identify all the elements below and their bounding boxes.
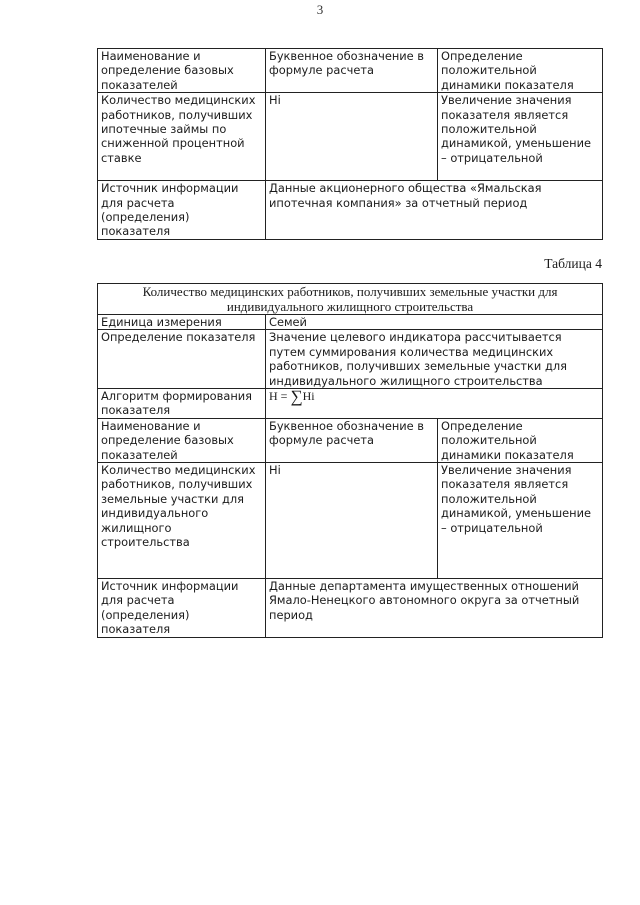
- formula-lhs: Н: [269, 389, 278, 404]
- source-label: Источник информации для расчета (определения) показателя: [98, 579, 266, 638]
- source-value: Данные акционерного общества «Ямальская ипотечная компания» за отчетный период: [266, 181, 603, 240]
- positive-dynamics: Увеличение значения показателя является положительной динамикой, уменьшение – отрицательной: [438, 463, 603, 579]
- table-row: [98, 579, 603, 638]
- header-base-indicators: Наименование и определение базовых показателей: [98, 418, 266, 462]
- base-indicator-name: Количество медицинских работников, получивших ипотечные займы по сниженной процентной ставке: [98, 93, 266, 181]
- algorithm-formula: [266, 389, 603, 419]
- letter-designation: Hi: [266, 93, 438, 181]
- table-row: [98, 389, 603, 419]
- indicator-table-4: [97, 283, 603, 638]
- table-row: [98, 463, 603, 579]
- base-indicator-name: Количество медицинских работников, получивших земельные участки для индивидуального жилищного строительства: [98, 463, 266, 579]
- sum-symbol: ∑: [290, 388, 303, 407]
- table-row: [98, 330, 603, 389]
- source-label: Источник информации для расчета (определения) показателя: [98, 181, 266, 240]
- header-positive-dynamics: Определение положительной динамики показателя: [438, 49, 603, 93]
- table-header-row: [98, 49, 603, 93]
- unit-label: Единица измерения: [98, 315, 266, 330]
- definition-label: Определение показателя: [98, 330, 266, 389]
- header-positive-dynamics: Определение положительной динамики показателя: [438, 418, 603, 462]
- table-4-caption: Таблица 4: [544, 256, 602, 271]
- definition-value: Значение целевого индикатора рассчитывается путем суммирования количества медицинских работников, получивших земельные участки для индивидуального жилищного строительства: [266, 330, 603, 389]
- header-base-indicators: Наименование и определение базовых показателей: [98, 49, 266, 93]
- formula: [269, 388, 315, 407]
- header-letter-designation: Буквенное обозначение в формуле расчета: [266, 49, 438, 93]
- table-title: Количество медицинских работников, получивших земельные участки для индивидуального жилищного строительства: [98, 284, 603, 315]
- positive-dynamics: Увеличение значения показателя является положительной динамикой, уменьшение – отрицательной: [438, 93, 603, 181]
- table-header-row: [98, 418, 603, 462]
- letter-designation: Hi: [266, 463, 438, 579]
- table-row: [98, 93, 603, 181]
- source-value: Данные департамента имущественных отношений Ямало-Ненецкого автономного округа за отчетный период: [266, 579, 603, 638]
- page-number: 3: [316, 2, 324, 17]
- header-letter-designation: Буквенное обозначение в формуле расчета: [266, 418, 438, 462]
- table-row: [98, 181, 603, 240]
- indicator-table-3-continued: [97, 48, 603, 240]
- formula-equals: =: [280, 389, 288, 404]
- formula-rhs: Hi: [302, 389, 315, 404]
- algorithm-label: Алгоритм формирования показателя: [98, 389, 266, 419]
- table-title-row: [98, 284, 603, 315]
- unit-value: Семей: [266, 315, 603, 330]
- table-row: [98, 315, 603, 330]
